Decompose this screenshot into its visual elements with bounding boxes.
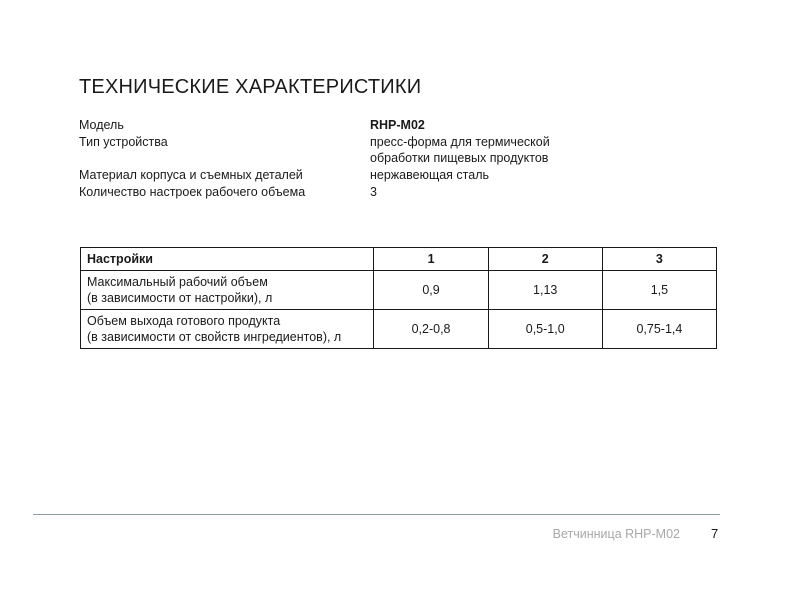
page-number: 7 (711, 526, 719, 541)
table-header-cell: Настройки (81, 248, 374, 271)
page-title: ТЕХНИЧЕСКИЕ ХАРАКТЕРИСТИКИ (79, 76, 422, 98)
spec-label: Тип устройства (79, 135, 168, 149)
table-row-label (81, 271, 374, 310)
table-cell: 1,13 (488, 271, 602, 310)
specs-list (79, 117, 639, 201)
table-cell: 0,2-0,8 (374, 310, 488, 349)
spec-value-line: обработки пищевых продуктов (370, 151, 549, 165)
table-label-line: (в зависимости от свойств ингредиентов), л (87, 330, 342, 344)
spec-row-device-type (79, 134, 639, 166)
footer-divider (33, 514, 720, 515)
spec-value (370, 134, 639, 166)
table-cell: 0,9 (374, 271, 488, 310)
table-row-label (81, 310, 374, 349)
footer-product-name: Ветчинница RHP-M02 (552, 527, 680, 541)
spec-value: 3 (370, 185, 377, 199)
spec-value-line: пресс-форма для термической (370, 135, 550, 149)
table-header-row (81, 248, 717, 271)
spec-value: нержавеющая сталь (370, 168, 490, 182)
spec-label: Количество настроек рабочего объема (79, 185, 306, 199)
table-header-cell: 3 (602, 248, 716, 271)
table-header-cell: 1 (374, 248, 488, 271)
table-header-cell: 2 (488, 248, 602, 271)
table-label-line: Объем выхода готового продукта (87, 314, 281, 328)
spec-label: Модель (79, 118, 124, 132)
table-row (81, 310, 717, 349)
table-cell: 0,5-1,0 (488, 310, 602, 349)
table-label-line: Максимальный рабочий объем (87, 275, 268, 289)
table-cell: 0,75-1,4 (602, 310, 716, 349)
table-row (81, 271, 717, 310)
settings-table (80, 247, 717, 349)
spec-label: Материал корпуса и съемных деталей (79, 168, 303, 182)
spec-row-model (79, 117, 639, 133)
spec-row-material (79, 167, 639, 183)
spec-row-settings-count (79, 184, 639, 200)
table-cell: 1,5 (602, 271, 716, 310)
spec-value: RHP-M02 (370, 118, 425, 132)
table-label-line: (в зависимости от настройки), л (87, 291, 273, 305)
